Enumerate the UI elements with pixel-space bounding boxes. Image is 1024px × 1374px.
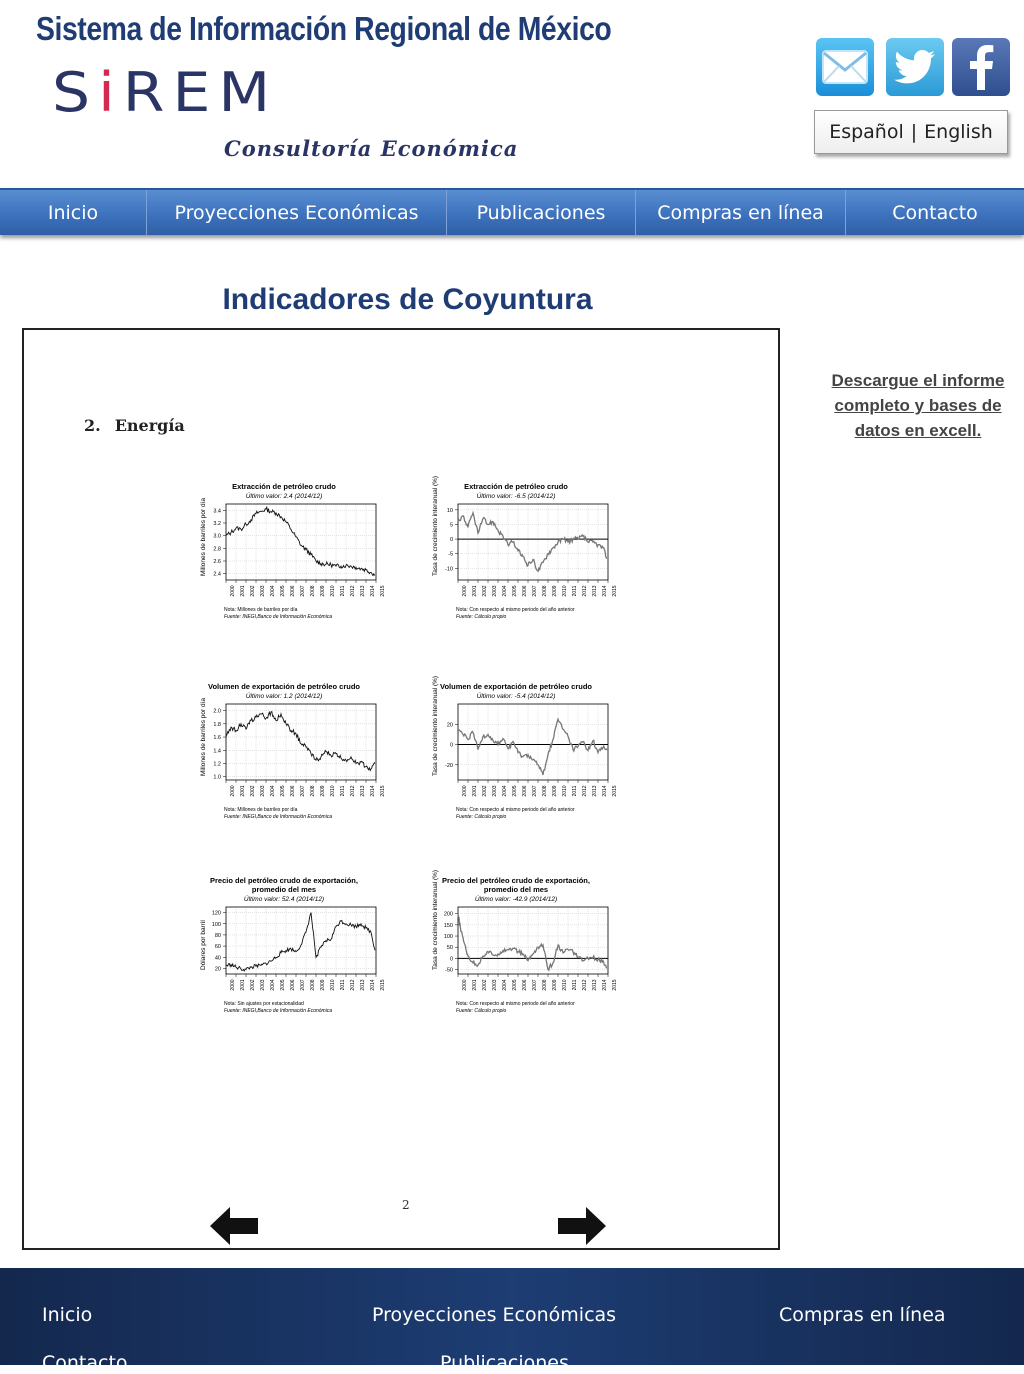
x-tick-label: 2012 [582,585,588,597]
y-axis-label: Tasa de crecimiento interanual (%) [432,475,439,576]
x-tick-label: 2002 [250,785,256,797]
x-tick-label: 2000 [462,979,468,991]
nav-publicaciones[interactable]: Publicaciones [447,190,636,235]
x-tick-label: 2011 [572,979,578,991]
y-tick-label: 100 [443,934,453,941]
y-tick-label: 1.4 [213,748,221,755]
y-tick-label: -5 [448,551,453,558]
x-tick-label: 2002 [482,979,488,991]
x-tick-label: 2010 [562,785,568,797]
y-tick-label: 60 [214,944,221,951]
x-tick-label: 2001 [240,979,246,991]
x-tick-label: 2011 [572,785,578,797]
site-header [0,0,1024,188]
nav-compras[interactable]: Compras en línea [636,190,846,235]
x-tick-label: 2006 [522,979,528,991]
chart-1 [184,482,384,632]
y-tick-label: 10 [446,507,453,514]
chart-note: Nota: Con respecto al mismo periodo del año anterior [456,807,575,813]
x-tick-label: 2006 [290,785,296,797]
arrow-right-icon[interactable] [556,1206,606,1246]
x-tick-label: 2014 [370,979,376,991]
footer-publicaciones[interactable]: Publicaciones [440,1352,569,1374]
main-nav [0,188,1024,235]
nav-proyecciones[interactable]: Proyecciones Económicas [147,190,447,235]
x-tick-label: 2015 [612,585,618,597]
y-tick-label: 2.8 [213,546,221,553]
x-tick-label: 2011 [572,585,578,597]
y-tick-label: 200 [443,911,453,918]
x-tick-label: 2008 [310,785,316,797]
x-tick-label: 2002 [482,785,488,797]
x-tick-label: 2005 [280,979,286,991]
series-line [226,712,375,771]
y-axis-label: Tasa de crecimiento interanual (%) [432,675,439,776]
y-axis-label: Dólares por barril [200,920,207,970]
footer-contacto[interactable]: Contacto [42,1352,128,1374]
chart-subtitle: Último valor: 1.2 (2014/12) [245,693,323,700]
logo-wordmark: SiREM [52,61,279,125]
chart-subtitle: Último valor: -42.9 (2014/12) [474,896,558,903]
y-tick-label: 0 [449,537,453,544]
x-tick-label: 2014 [602,785,608,797]
sirem-logo[interactable] [48,58,519,168]
site-title: Sistema de Información Regional de México [36,10,612,47]
chart-title: Precio del petróleo crudo de exportación, promedio del mes [442,876,590,894]
chart-title: Extracción de petróleo crudo [464,482,568,491]
logo-subtitle: Consultoría Económica [224,136,519,161]
y-tick-label: 40 [214,955,221,962]
x-tick-label: 2005 [280,585,286,597]
x-tick-label: 2005 [280,785,286,797]
x-tick-label: 2009 [320,585,326,597]
x-tick-label: 2013 [360,785,366,797]
chart-title: Precio del petróleo crudo de exportación, promedio del mes [210,876,358,894]
x-tick-label: 2008 [542,585,548,597]
x-tick-label: 2001 [472,979,478,991]
y-tick-label: 0 [449,956,453,963]
y-tick-label: 1.2 [213,761,221,768]
x-tick-label: 2001 [472,785,478,797]
x-tick-label: 2012 [350,785,356,797]
x-tick-label: 2015 [612,785,618,797]
x-tick-label: 2004 [502,979,508,991]
x-tick-label: 2003 [492,585,498,597]
x-tick-label: 2010 [330,585,336,597]
x-tick-label: 2008 [542,979,548,991]
x-tick-label: 2015 [380,979,386,991]
y-tick-label: 2.4 [213,571,221,578]
series-line [458,914,607,971]
x-tick-label: 2013 [360,585,366,597]
x-tick-label: 2003 [260,585,266,597]
y-tick-label: 2.0 [213,708,221,715]
x-tick-label: 2001 [240,785,246,797]
footer-inicio[interactable]: Inicio [42,1304,93,1326]
chart-note: Nota: Millones de barriles por día [224,807,298,813]
chart-source: Fuente: INEGI,Banco de Información Económica [224,814,333,820]
x-tick-label: 2003 [492,979,498,991]
y-tick-label: 20 [214,966,221,973]
x-tick-label: 2008 [310,979,316,991]
x-tick-label: 2000 [230,785,236,797]
download-report-link[interactable]: Descargue el informe completo y bases de datos en excell. [831,371,1005,440]
x-tick-label: 2014 [370,585,376,597]
lang-english-link[interactable]: English [924,121,993,143]
x-tick-label: 2004 [502,585,508,597]
y-axis-label: Millones de barriles por día [200,697,207,776]
plot-frame [226,704,376,780]
x-tick-label: 2003 [260,785,266,797]
y-tick-label: 3.2 [213,521,221,527]
y-axis-label: Tasa de crecimiento interanual (%) [432,869,439,970]
y-tick-label: 2.6 [213,559,221,565]
y-tick-label: 20 [446,722,453,729]
x-tick-label: 2004 [270,979,276,991]
lang-spanish-link[interactable]: Español [829,121,904,143]
lang-separator: | [910,121,918,143]
y-tick-label: 80 [214,932,221,939]
x-tick-label: 2010 [330,785,336,797]
x-tick-label: 2006 [290,585,296,597]
mail-icon[interactable] [816,38,874,96]
chart-5 [184,876,384,1026]
x-tick-label: 2004 [502,785,508,797]
x-tick-label: 2000 [230,979,236,991]
chart-title: Extracción de petróleo crudo [232,482,336,491]
x-tick-label: 2015 [380,585,386,597]
site-footer [0,1268,1024,1374]
y-tick-label: 3.4 [213,508,221,515]
y-axis-label: Millones de barriles por día [200,497,207,576]
x-tick-label: 2015 [380,785,386,797]
x-tick-label: 2003 [260,979,266,991]
chart-subtitle: Último valor: 2.4 (2014/12) [245,493,323,500]
x-tick-label: 2001 [472,585,478,597]
chart-source: Fuente: Cálculo propio [456,814,507,820]
x-tick-label: 2011 [340,785,346,797]
chart-title: Volumen de exportación de petróleo crudo [440,682,592,691]
plot-frame [226,504,376,580]
x-tick-label: 2008 [542,785,548,797]
x-tick-label: 2014 [602,979,608,991]
y-tick-label: 3.0 [213,533,221,540]
x-tick-label: 2007 [300,979,306,991]
x-tick-label: 2000 [230,585,236,597]
y-tick-label: -50 [445,967,453,974]
x-tick-label: 2011 [340,979,346,991]
page-number: 2 [402,1198,410,1212]
x-tick-label: 2009 [552,979,558,991]
x-tick-label: 2003 [492,785,498,797]
footer-compras[interactable]: Compras en línea [779,1304,946,1326]
y-tick-label: 1.0 [213,774,221,781]
x-tick-label: 2012 [582,979,588,991]
x-tick-label: 2000 [462,785,468,797]
x-tick-label: 2010 [562,979,568,991]
section-name: Energía [114,416,185,435]
nav-inicio[interactable]: Inicio [0,190,147,235]
x-tick-label: 2005 [512,979,518,991]
x-tick-label: 2006 [522,785,528,797]
x-tick-label: 2002 [250,979,256,991]
plot-frame [458,504,608,580]
x-tick-label: 2005 [512,785,518,797]
y-tick-label: 5 [449,522,453,529]
x-tick-label: 2007 [532,979,538,991]
document-viewer [22,328,780,1250]
chart-4 [416,675,618,832]
x-tick-label: 2011 [340,585,346,597]
y-tick-label: 1.6 [213,735,221,742]
chart-subtitle: Último valor: -6.5 (2014/12) [476,493,556,500]
chart-note: Nota: Con respecto al mismo periodo del año anterior [456,1001,575,1007]
x-tick-label: 2007 [532,785,538,797]
chart-source: Fuente: Cálculo propio [456,614,507,620]
chart-source: Fuente: Cálculo propio [456,1008,507,1014]
y-tick-label: 150 [443,922,453,929]
x-tick-label: 2014 [602,585,608,597]
x-tick-label: 2006 [290,979,296,991]
x-tick-label: 2006 [522,585,528,597]
x-tick-label: 2000 [462,585,468,597]
series-line [458,719,607,775]
chart-6 [416,869,618,1026]
chart-source: Fuente: INEGI,Banco de Información Económica [224,614,333,620]
series-line [226,913,375,971]
x-tick-label: 2007 [532,585,538,597]
y-tick-label: 100 [211,921,221,928]
x-tick-label: 2005 [512,585,518,597]
y-tick-label: -10 [445,566,453,573]
series-line [458,513,607,571]
x-tick-label: 2007 [300,785,306,797]
x-tick-label: 2002 [250,585,256,597]
x-tick-label: 2004 [270,585,276,597]
x-tick-label: 2013 [360,979,366,991]
chart-note: Nota: Con respecto al mismo periodo del año anterior [456,607,575,613]
twitter-icon[interactable] [886,38,944,96]
x-tick-label: 2010 [562,585,568,597]
plot-frame [458,907,608,974]
x-tick-label: 2001 [240,585,246,597]
chart-note: Nota: Millones de barriles por día [224,607,298,613]
x-tick-label: 2015 [612,979,618,991]
x-tick-label: 2013 [592,785,598,797]
x-tick-label: 2013 [592,585,598,597]
facebook-icon[interactable] [952,38,1010,96]
y-tick-label: 50 [446,945,453,952]
series-line [226,507,375,575]
x-tick-label: 2002 [482,585,488,597]
arrow-left-icon[interactable] [210,1206,260,1246]
chart-subtitle: Último valor: -5.4 (2014/12) [476,693,556,700]
x-tick-label: 2014 [370,785,376,797]
x-tick-label: 2008 [310,585,316,597]
plot-frame [226,907,376,974]
x-tick-label: 2010 [330,979,336,991]
chart-2 [416,475,618,632]
x-tick-label: 2004 [270,785,276,797]
x-tick-label: 2009 [552,585,558,597]
y-tick-label: 120 [211,910,221,917]
chart-note: Nota: Sin ajustes por estacionalidad [224,1001,304,1007]
chart-3 [184,682,384,832]
page-title: Indicadores de Coyuntura [222,283,593,316]
y-tick-label: 0 [449,742,453,749]
chart-subtitle: Último valor: 52.4 (2014/12) [243,896,325,903]
nav-contacto[interactable]: Contacto [892,201,978,224]
x-tick-label: 2009 [552,785,558,797]
y-tick-label: 1.8 [213,721,221,728]
x-tick-label: 2009 [320,979,326,991]
x-tick-label: 2012 [350,585,356,597]
x-tick-label: 2012 [582,785,588,797]
language-switcher [814,110,1008,154]
chart-source: Fuente: INEGI,Banco de Información Económica [224,1008,333,1014]
section-number: 2. [84,416,101,435]
x-tick-label: 2009 [320,785,326,797]
footer-proyecciones[interactable]: Proyecciones Económicas [372,1304,617,1326]
y-tick-label: -20 [445,762,453,769]
section-title [84,416,185,435]
chart-title: Volumen de exportación de petróleo crudo [208,682,360,691]
x-tick-label: 2007 [300,585,306,597]
x-tick-label: 2013 [592,979,598,991]
x-tick-label: 2012 [350,979,356,991]
